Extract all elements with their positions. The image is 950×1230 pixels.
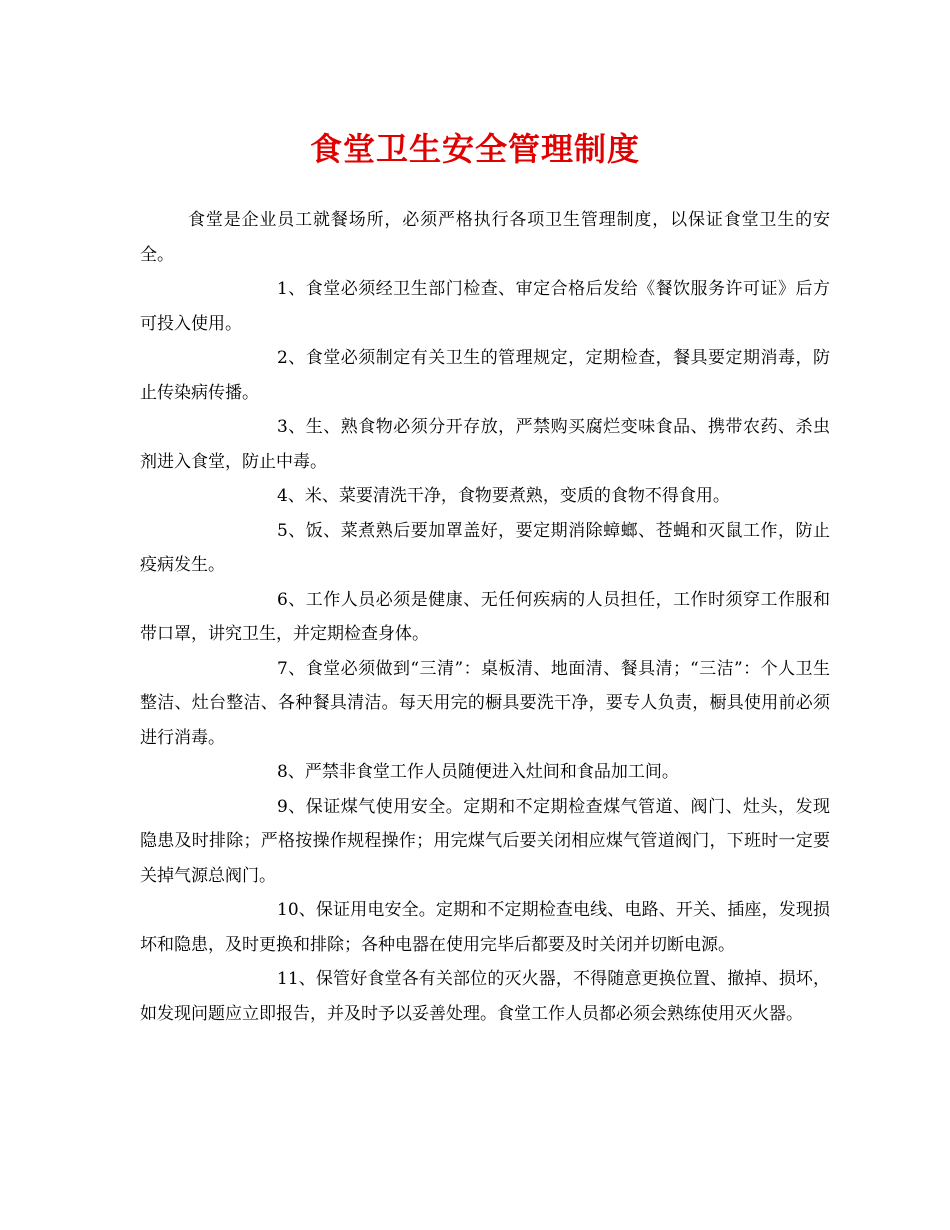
rule-item-8: 8、严禁非食堂工作人员随便进入灶间和食品加工间。	[277, 762, 679, 782]
document-title: 食堂卫生安全管理制度	[309, 130, 640, 168]
rule-item-1: 1、食堂必须经卫生部门检查、审定合格后发给《餐饮服务许可证》后方可投入使用。	[140, 279, 830, 334]
rule-item-9: 9、保证煤气使用安全。定期和不定期检查煤气管道、阀门、灶头，发现隐患及时排除；严格按操作规程操作；用完煤气后要关闭相应煤气管道阀门，下班时一定要关掉气源总阀门。	[140, 796, 830, 886]
rule-item-3: 3、生、熟食物必须分开存放，严禁购买腐烂变味食品、携带农药、杀虫剂进入食堂，防止中毒。	[140, 417, 830, 472]
rule-item-2: 2、食堂必须制定有关卫生的管理规定，定期检查，餐具要定期消毒，防止传染病传播。	[140, 348, 830, 403]
rule-item-4: 4、米、菜要清洗干净，食物要煮熟，变质的食物不得食用。	[277, 486, 730, 506]
rule-item-7: 7、食堂必须做到“三清”：桌板清、地面清、餐具清；“三洁”：个人卫生整洁、灶台整洁、各种餐具清洁。每天用完的橱具要洗干净，要专人负责，橱具使用前必须进行消毒。	[140, 658, 830, 748]
rule-item-11: 11、保管好食堂各有关部位的灭火器，不得随意更换位置、撤掉、损坏，如发现问题应立即报告，并及时予以妥善处理。食堂工作人员都必须会熟练使用灭火器。	[140, 969, 830, 1024]
intro-paragraph: 食堂是企业员工就餐场所，必须严格执行各项卫生管理制度，以保证食堂卫生的安全。	[140, 210, 830, 265]
document-body	[140, 203, 830, 1031]
rule-item-6: 6、工作人员必须是健康、无任何疾病的人员担任，工作时须穿工作服和带口罩，讲究卫生，并定期检查身体。	[140, 589, 830, 644]
rule-item-5: 5、饭、菜煮熟后要加罩盖好，要定期消除蟑螂、苍蝇和灭鼠工作，防止疫病发生。	[140, 520, 830, 575]
rule-item-10: 10、保证用电安全。定期和不定期检查电线、电路、开关、插座，发现损坏和隐患，及时更换和排除；各种电器在使用完毕后都要及时关闭并切断电源。	[140, 900, 830, 955]
